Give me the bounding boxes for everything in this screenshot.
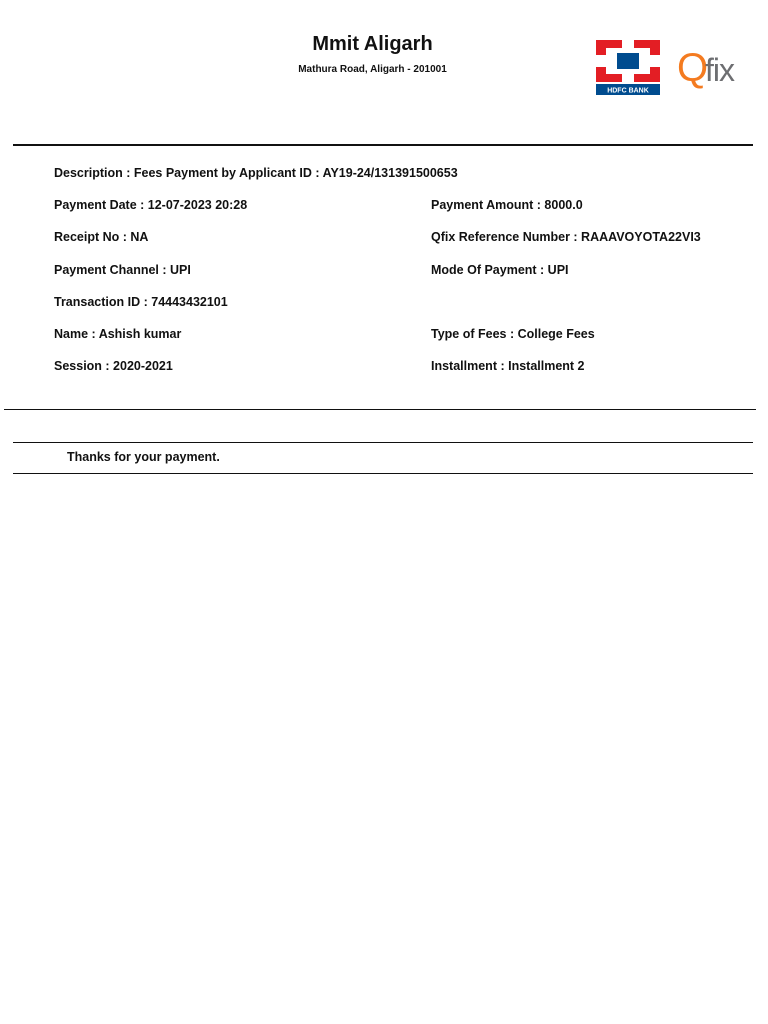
hdfc-bank-logo (596, 40, 660, 95)
footer-bottom-divider (13, 473, 753, 474)
qfix-logo (677, 45, 753, 89)
hdfc-logo-text: HDFC BANK (607, 87, 649, 95)
svg-text:fix: fix (705, 52, 734, 88)
details-divider (4, 409, 756, 410)
payment-amount-field: Payment Amount : 8000.0 (431, 198, 583, 212)
mode-of-payment-field: Mode Of Payment : UPI (431, 263, 569, 277)
qfix-reference-field: Qfix Reference Number : RAAAVOYOTA22VI3 (431, 230, 701, 244)
thanks-message: Thanks for your payment. (67, 450, 220, 464)
name-field: Name : Ashish kumar (54, 327, 182, 341)
header-divider (13, 144, 753, 146)
type-of-fees-field: Type of Fees : College Fees (431, 327, 595, 341)
qfix-logo-text: Qfix (677, 45, 679, 46)
receipt-header (0, 0, 768, 140)
description-field: Description : Fees Payment by Applicant ID : AY19-24/131391500653 (54, 166, 458, 180)
payment-channel-field: Payment Channel : UPI (54, 263, 191, 277)
footer-top-divider (13, 442, 753, 443)
session-field: Session : 2020-2021 (54, 359, 173, 373)
svg-text:Q: Q (677, 46, 708, 89)
payment-date-field: Payment Date : 12-07-2023 20:28 (54, 198, 248, 212)
institution-title: Mmit Aligarh (312, 33, 433, 55)
institution-address: Mathura Road, Aligarh - 201001 (298, 64, 447, 75)
receipt-no-field: Receipt No : NA (54, 230, 149, 244)
transaction-id-field: Transaction ID : 74443432101 (54, 295, 228, 309)
installment-field: Installment : Installment 2 (431, 359, 585, 373)
